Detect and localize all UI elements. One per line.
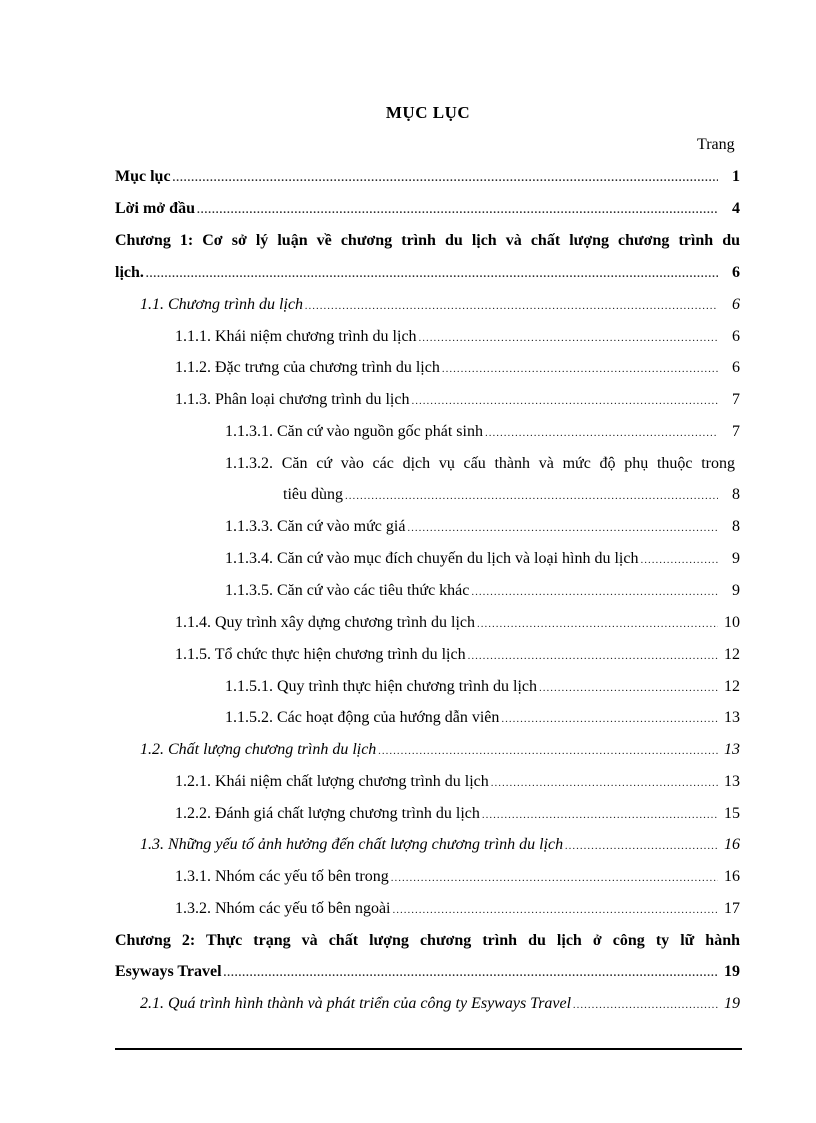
toc-entry-page: 17 [724, 900, 740, 917]
dot-leader [393, 899, 719, 921]
toc-entry-label: 1.3.2. Nhóm các yếu tố bên ngoài [175, 900, 391, 917]
dot-leader [197, 199, 718, 221]
toc-entry-1-3[interactable] [140, 834, 740, 856]
dot-leader [419, 327, 718, 349]
toc-entry-page: 19 [724, 995, 740, 1012]
toc-entry-label: 1.1.2. Đặc trưng của chương trình du lịch [175, 359, 440, 376]
toc-entry-1-1-3-3[interactable] [225, 516, 740, 538]
toc-entry-page: 6 [732, 359, 740, 376]
toc-entry-label: 1.1.5.1. Quy trình thực hiện chương trình du lịch [225, 678, 537, 695]
toc-entry-page: 6 [732, 296, 740, 313]
toc-entry-page: 13 [724, 773, 740, 790]
toc-entry-muc-luc[interactable] [115, 166, 740, 188]
dot-leader [305, 295, 718, 317]
toc-entry-label: 1.3. Những yếu tố ảnh hưởng đến chất lượng chương trình du lịch [140, 836, 564, 853]
toc-entry-1-1-3-1[interactable] [225, 421, 740, 443]
dot-leader [468, 645, 718, 667]
toc-entry-label: 2.1. Quá trình hình thành và phát triển của công ty Esyways Travel [140, 995, 572, 1012]
dot-leader [565, 835, 718, 857]
dot-leader [146, 263, 718, 285]
toc-entry-label: 1.2.2. Đánh giá chất lượng chương trình du lịch [175, 805, 480, 822]
toc-entry-label: tiêu dùng [283, 486, 343, 503]
dot-leader [224, 962, 718, 984]
toc-entry-1-1-3-2-line-1[interactable]: 1.1.3.2. Căn cứ vào các dịch vụ cấu thành và mức độ phụ thuộc trong [225, 455, 735, 472]
dot-leader [471, 581, 718, 603]
toc-entry-label: 1.1.3. Phân loại chương trình du lịch [175, 391, 410, 408]
dot-leader [573, 994, 718, 1016]
dot-leader [485, 422, 718, 444]
dot-leader [391, 867, 718, 889]
toc-entry-1-1-2[interactable] [175, 357, 740, 379]
toc-entry-page: 16 [724, 836, 740, 853]
dot-leader [345, 485, 718, 507]
toc-entry-page: 7 [732, 391, 740, 408]
toc-entry-1-3-1[interactable] [175, 866, 740, 888]
toc-entry-label: Mục lục [115, 168, 171, 185]
dot-leader [378, 740, 718, 762]
dot-leader [640, 549, 718, 571]
toc-entry-page: 12 [724, 678, 740, 695]
toc-entry-chapter-2[interactable] [115, 961, 740, 983]
toc-entry-label: 1.2. Chất lượng chương trình du lịch [140, 741, 377, 758]
toc-entry-1-3-2[interactable] [175, 898, 740, 920]
toc-entry-1-2[interactable] [140, 739, 740, 761]
toc-entry-page: 10 [724, 614, 740, 631]
dot-leader [477, 613, 718, 635]
toc-entry-label: 1.1.4. Quy trình xây dựng chương trình du lịch [175, 614, 475, 631]
toc-entry-label: 1.1.3.3. Căn cứ vào mức giá [225, 518, 406, 535]
toc-entry-label: 1.1.3.5. Căn cứ vào các tiêu thức khác [225, 582, 470, 599]
toc-entry-1-1-3[interactable] [175, 389, 740, 411]
toc-entry-label: Lời mở đầu [115, 200, 195, 217]
dot-leader [501, 708, 718, 730]
toc-entry-page: 6 [732, 264, 740, 281]
dot-leader [411, 390, 718, 412]
toc-entry-loi-mo-dau[interactable] [115, 198, 740, 220]
toc-entry-1-2-2[interactable] [175, 803, 740, 825]
toc-entry-label: 1.3.1. Nhóm các yếu tố bên trong [175, 868, 389, 885]
page-column-label: Trang [697, 136, 735, 153]
toc-entry-label: 1.2.1. Khái niệm chất lượng chương trình du lịch [175, 773, 489, 790]
toc-entry-page: 15 [724, 805, 740, 822]
toc-entry-page: 12 [724, 646, 740, 663]
toc-entry-1-1-1[interactable] [175, 326, 740, 348]
toc-entry-1-1[interactable] [140, 294, 740, 316]
toc-entry-1-1-3-4[interactable] [225, 548, 740, 570]
toc-entry-1-1-5-1[interactable] [225, 676, 740, 698]
toc-entry-1-2-1[interactable] [175, 771, 740, 793]
toc-entry-label: Esyways Travel [115, 963, 222, 980]
toc-entry-page: 13 [724, 741, 740, 758]
toc-title: MỤC LỤC [385, 103, 471, 122]
toc-entry-2-1[interactable] [140, 993, 740, 1015]
toc-entry-page: 7 [732, 423, 740, 440]
toc-entry-chapter-2-line-1[interactable]: Chương 2: Thực trạng và chất lượng chương trình du lịch ở công ty lữ hành [115, 932, 740, 949]
toc-entry-page: 9 [732, 582, 740, 599]
toc-entry-page: 9 [732, 550, 740, 567]
dot-leader [442, 358, 718, 380]
toc-entry-page: 8 [732, 486, 740, 503]
toc-entry-page: 13 [724, 709, 740, 726]
dot-leader [173, 167, 718, 189]
dot-leader [482, 804, 718, 826]
toc-entry-label: 1.1.1. Khái niệm chương trình du lịch [175, 328, 417, 345]
toc-entry-page: 4 [732, 200, 740, 217]
dot-leader [491, 772, 718, 794]
toc-entry-label: 1.1.3.4. Căn cứ vào mục đích chuyến du lịch và loại hình du lịch [225, 550, 639, 567]
toc-entry-chapter-1-line-1[interactable]: Chương 1: Cơ sở lý luận về chương trình du lịch và chất lượng chương trình du [115, 232, 740, 249]
dot-leader [539, 677, 718, 699]
toc-entry-label: 1.1.3.1. Căn cứ vào nguồn gốc phát sinh [225, 423, 483, 440]
toc-entry-1-1-5-2[interactable] [225, 707, 740, 729]
footer-divider [115, 1048, 742, 1050]
toc-entry-label: 1.1.5. Tổ chức thực hiện chương trình du lịch [175, 646, 466, 663]
toc-entry-page: 8 [732, 518, 740, 535]
toc-entry-label: 1.1.5.2. Các hoạt động của hướng dẫn viên [225, 709, 500, 726]
toc-entry-1-1-3-2[interactable] [283, 484, 740, 506]
toc-entry-page: 16 [724, 868, 740, 885]
toc-entry-1-1-3-5[interactable] [225, 580, 740, 602]
toc-entry-1-1-4[interactable] [175, 612, 740, 634]
toc-entry-page: 19 [724, 963, 740, 980]
toc-entry-page: 6 [732, 328, 740, 345]
toc-entry-chapter-1[interactable] [115, 262, 740, 284]
toc-entry-page: 1 [732, 168, 740, 185]
dot-leader [407, 517, 718, 539]
toc-entry-label: 1.1. Chương trình du lịch [140, 296, 304, 313]
toc-entry-1-1-5[interactable] [175, 644, 740, 666]
toc-entry-label: lịch. [115, 264, 144, 281]
